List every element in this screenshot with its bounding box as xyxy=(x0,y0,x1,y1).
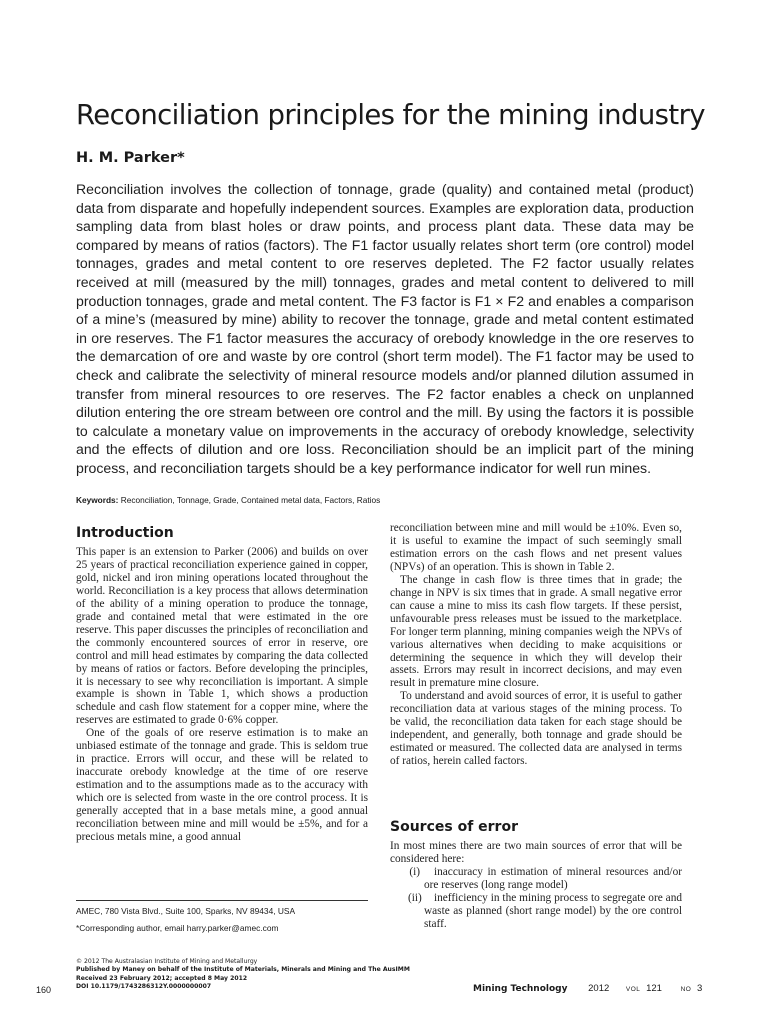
publisher-line: Published by Maney on behalf of the Institute of Materials, Minerals and Mining and The AusIMM xyxy=(76,966,410,974)
volume-label: VOL xyxy=(625,986,641,993)
intro-paragraph-2-continued: reconciliation between mine and mill would be ±10%. Even so, it is useful to examine the impact of such seemingly small estimation errors on the cash flows and net present values (NPVs) of an operation. This is shown in Table 2. xyxy=(390,522,682,573)
journal-year: 2012 xyxy=(588,983,610,994)
page-number: 160 xyxy=(36,985,52,995)
copyright-line: © 2012 The Australasian Institute of Mining and Metallurgy xyxy=(76,958,258,965)
author-affiliation: AMEC, 780 Vista Blvd., Suite 100, Sparks, NV 89434, USA xyxy=(76,906,296,916)
abstract: Reconciliation involves the collection of tonnage, grade (quality) and contained metal (product) data from disparate and hopefully independent sources. Examples are exploration data, production sampling data from blast holes or draw points, and process plant data. These data may be compared by means of ratios (factors). The F1 factor usually relates short term (ore control) model tonnages, grades and metal content to ore reserves depleted. The F2 factor usually relates received at mill (measured by the mill) tonnages, grades and metal content to delivered to mill production tonnages, grade and metal content. The F3 factor is F1 × F2 and enables a comparison of a mine’s (measured by mine) ability to recover the tonnage, grade and metal content estimated in ore reserves. The F1 factor measures the accuracy of orebody knowledge in the ore reserves to the demarcation of ore and waste by ore control (short term model). The F1 factor may be used to check and calibrate the selectivity of mineral resource models and/or planned dilution assumed in transfer from mineral resources to ore reserves. The F2 factor enables a check on unplanned dilution entering the ore stream between ore control and the mill. By using the factors it is possible to calculate a monetary value on improvements in the accuracy of orebody knowledge, selectivity and the effects of dilution and ore loss. Reconciliation should be an implicit part of the mining process, and reconciliation targets should be a key performance indicator for well run mines. xyxy=(76,181,694,476)
sources-of-error-heading: Sources of error xyxy=(390,819,518,835)
intro-paragraph-1: This paper is an extension to Parker (2006) and builds on over 25 years of practical reconciliation experience gained in copper, gold, nickel and iron mining operations located throughout the world. Reconciliation is a key process that allows determination of the ability of a mining operation to produce the tonnage, grade and contained metal that were estimated in the ore reserve. This paper discusses the principles of reconciliation and the commonly encountered sources of error in reserve, ore control and mill head estimates by comparing the data collected by means of ratios or factors. Before developing the principles, it is necessary to see why reconciliation is important. A simple example is shown in Table 1, which shows a production schedule and cash flow statement for a copper mine, where the reserves are estimated to grade 0·6% copper. xyxy=(76,546,368,727)
sources-intro: In most mines there are two main sources of error that will be considered here: xyxy=(390,840,682,865)
volume-number: 121 xyxy=(646,983,662,994)
keywords-line xyxy=(76,494,694,506)
intro-paragraph-4: To understand and avoid sources of error, it is useful to gather reconciliation data at various stages of the mining process. To be valid, the reconciliation data taken for each stage should be independent, and generally, both tonnage and grade should be estimated or measured. The collected data are analysed in terms of ratios, herein called factors. xyxy=(390,690,682,768)
publication-info xyxy=(76,958,496,991)
issue-label: NO xyxy=(680,986,692,993)
list-item: (ii) inefficiency in the mining process to segregate ore and waste as planned (short range model) by the ore control staff. xyxy=(408,891,682,930)
introduction-heading: Introduction xyxy=(76,525,174,541)
journal-name: Mining Technology xyxy=(473,984,568,994)
keywords-label: Keywords: xyxy=(76,495,119,505)
intro-paragraph-3: The change in cash flow is three times that in grade; the change in NPV is six times that in grade. A small negative error can cause a mine to miss its cash flow targets. If these persist, unfavourable press releases must be issued to the marketplace. For longer term planning, mining companies weigh the NPVs of various alternatives when deciding to make acquisitions or determining the sequence in which they will develop their assets. Errors may result in incorrect decisions, and may even result in premature mine closure. xyxy=(390,573,682,690)
list-item: (i) inaccuracy in estimation of mineral resources and/or ore reserves (long range model) xyxy=(409,865,682,891)
corresponding-author: *Corresponding author, email harry.parker@amec.com xyxy=(76,923,279,933)
keywords-list: Reconciliation, Tonnage, Grade, Contained metal data, Factors, Ratios xyxy=(120,495,381,505)
left-column xyxy=(76,546,368,844)
issue-number: 3 xyxy=(696,983,703,994)
article-title: Reconciliation principles for the mining industry xyxy=(76,99,705,131)
sources-of-error-body xyxy=(390,840,682,931)
journal-footer xyxy=(473,983,702,994)
article-author: H. M. Parker* xyxy=(76,150,185,166)
right-column xyxy=(390,522,682,768)
doi-line: DOI 10.1179/1743286312Y.0000000007 xyxy=(76,982,212,990)
dates-line: Received 23 February 2012; accepted 8 May 2012 xyxy=(76,974,248,982)
intro-paragraph-2: One of the goals of ore reserve estimation is to make an unbiased estimate of the tonnage and grade. This is seldom true in practice. Errors will occur, and these will be related to inaccurate orebody knowledge at the time of ore reserve estimation and to the assumptions made as to the accuracy with which ore is selected from waste in the ore control process. It is generally accepted that in a base metals mine, a good annual reconciliation between mine and mill would be ±5%, and for a precious metals mine, a good annual xyxy=(76,727,368,843)
footnote-divider xyxy=(76,900,368,901)
